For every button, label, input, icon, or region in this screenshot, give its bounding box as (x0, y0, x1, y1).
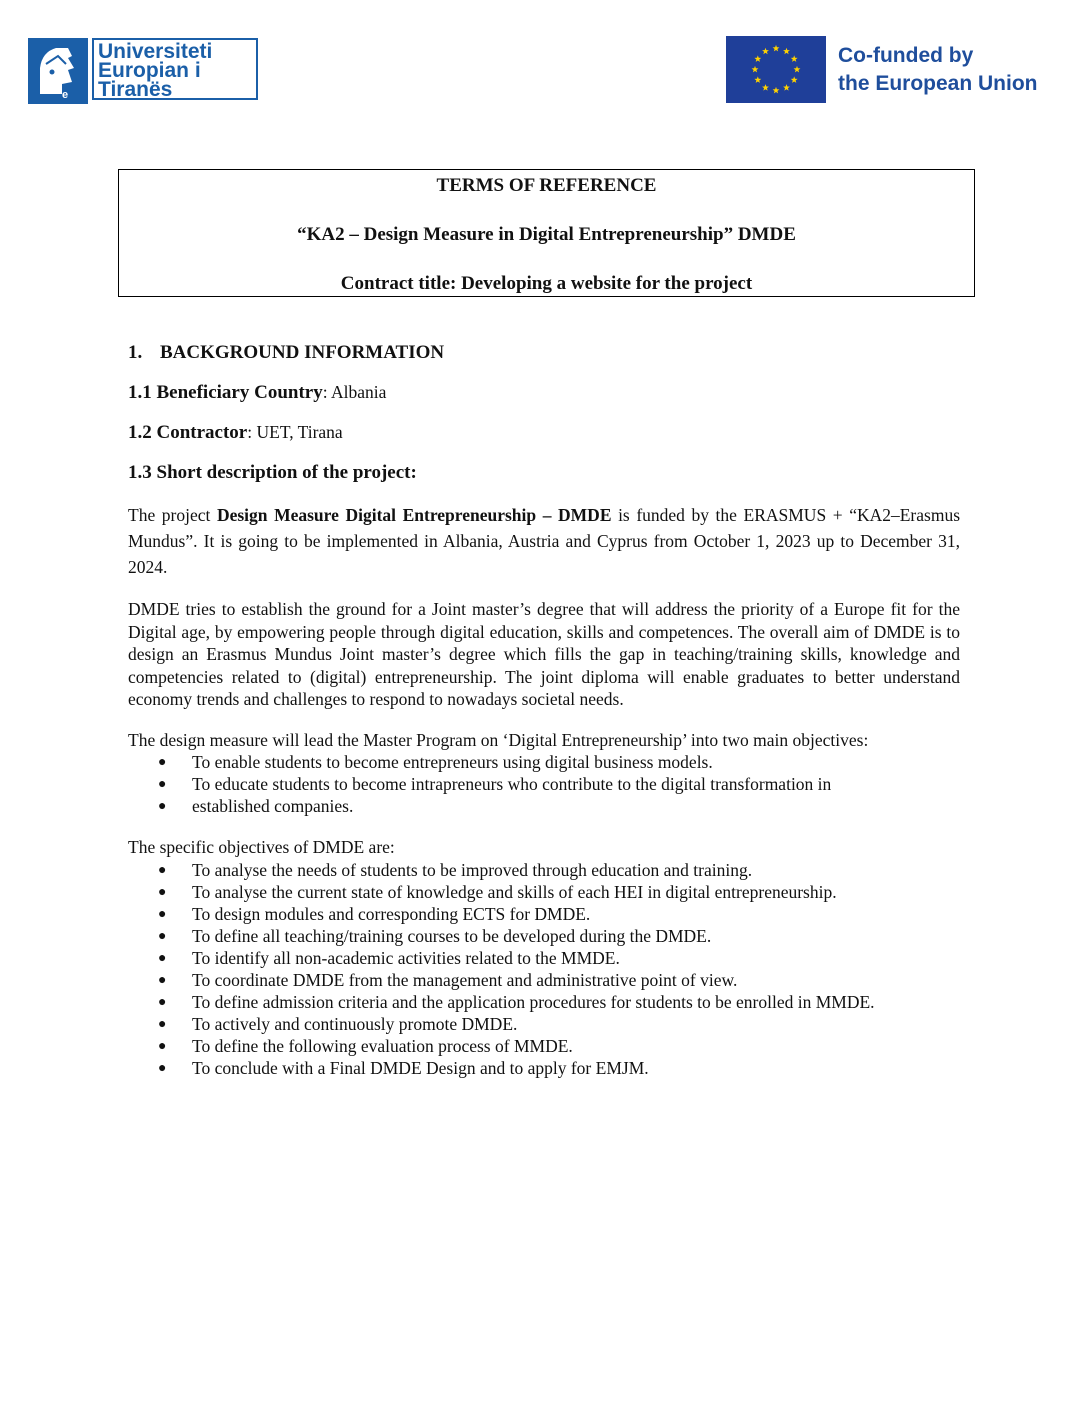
uet-emblem-icon (28, 38, 88, 104)
main-objectives-list (128, 751, 960, 817)
bullet-icon: ● (158, 995, 167, 1010)
contractor-value: : UET, Tirana (247, 422, 343, 442)
list-item: ● To analyse the needs of students to be improved through education and training. (128, 859, 960, 881)
list-item: ● To coordinate DMDE from the management and administrative point of view. (128, 969, 960, 991)
eu-cofunded-logo (726, 36, 1056, 104)
list-item: ● To define the following evaluation process of MMDE. (128, 1035, 960, 1057)
uet-logo-line: Tiranës (98, 78, 173, 101)
specific-objectives-list (128, 859, 960, 1079)
bullet-icon: ● (158, 777, 167, 792)
uet-logo-line: Universiteti (98, 40, 213, 63)
bullet-icon: ● (158, 863, 167, 878)
contract-title: Contract title: Developing a website for the project (340, 273, 753, 294)
bullet-icon: ● (158, 885, 167, 900)
project-title: “KA2 – Design Measure in Digital Entrepreneurship” DMDE (297, 224, 796, 245)
bullet-icon: ● (158, 973, 167, 988)
design-measure-paragraph: The design measure will lead the Master Program on ‘Digital Entrepreneurship’ into two main objectives: (128, 729, 869, 750)
document-title: TERMS OF REFERENCE (436, 175, 657, 196)
uet-wordmark (92, 38, 258, 100)
list-item: ● established companies. (128, 795, 960, 817)
short-description-label: 1.3 Short description of the project: (128, 462, 417, 483)
dmde-paragraph: DMDE tries to establish the ground for a Joint master’s degree that will address the priority of a Europe fit for the Digital age, by empowering people through digital education, skills and competences. The overall aim of DMDE is to design an Erasmus Mundus Joint master’s degree which fills the gap in teaching/training skills, knowledge and competencies related to (digital) entrepreneurship. The joint diploma will enable graduates to better understand economy trends and challenges to respond to nowadays societal needs. (128, 599, 960, 709)
document-body (128, 342, 960, 1097)
list-item: ● To design modules and corresponding ECTS for DMDE. (128, 903, 960, 925)
section-number: 1. (128, 342, 143, 363)
bullet-icon: ● (158, 1061, 167, 1076)
bullet-icon: ● (158, 929, 167, 944)
contractor-label: 1.2 Contractor (128, 422, 248, 443)
project-paragraph-lead: The project (128, 505, 217, 525)
specific-objectives-intro: The specific objectives of DMDE are: (128, 837, 395, 857)
project-paragraph (128, 502, 960, 580)
list-item: ● To identify all non-academic activities related to the MMDE. (128, 947, 960, 969)
beneficiary-country-value: : Albania (322, 382, 387, 402)
list-item: ● To actively and continuously promote DMDE. (128, 1013, 960, 1035)
project-paragraph-rest: is funded by the ERASMUS + “KA2–Erasmus Mundus”. It is going to be implemented in Albania, Austria and Cyprus from October 1, 2023 up to December 31, 2024. (128, 505, 961, 577)
bullet-icon: ● (158, 907, 167, 922)
beneficiary-country (128, 382, 960, 404)
uet-logo-line: Europian i (98, 59, 201, 82)
section-heading (128, 342, 960, 364)
eu-logo-line: Co-funded by (838, 44, 974, 67)
project-name: Design Measure Digital Entrepreneurship – DMDE (216, 505, 612, 525)
list-item: ● To educate students to become intrapreneurs who contribute to the digital transformation in (128, 773, 960, 795)
svg-text:e: e (62, 89, 69, 101)
contractor (128, 422, 960, 444)
beneficiary-country-label: 1.1 Beneficiary Country (128, 382, 323, 403)
bullet-icon: ● (158, 1039, 167, 1054)
section-title: BACKGROUND INFORMATION (160, 342, 445, 363)
bullet-icon: ● (158, 799, 167, 814)
eu-flag-icon (726, 36, 826, 103)
list-item: ● To analyse the current state of knowledge and skills of each HEI in digital entrepreneurship. (128, 881, 960, 903)
uet-logo (28, 38, 262, 104)
bullet-icon: ● (158, 1017, 167, 1032)
short-description-heading (128, 462, 960, 484)
bullet-icon: ● (158, 755, 167, 770)
eu-logo-line: the European Union (838, 72, 1038, 95)
list-item: ● To define all teaching/training courses to be developed during the DMDE. (128, 925, 960, 947)
terms-of-reference-box (118, 169, 975, 297)
list-item: ● To enable students to become entrepreneurs using digital business models. (128, 751, 960, 773)
bullet-icon: ● (158, 951, 167, 966)
list-item: ● To conclude with a Final DMDE Design and to apply for EMJM. (128, 1057, 960, 1079)
list-item: ● To define admission criteria and the application procedures for students to be enrolled in MMDE. (128, 991, 960, 1013)
eu-cofunded-text (838, 42, 1060, 98)
